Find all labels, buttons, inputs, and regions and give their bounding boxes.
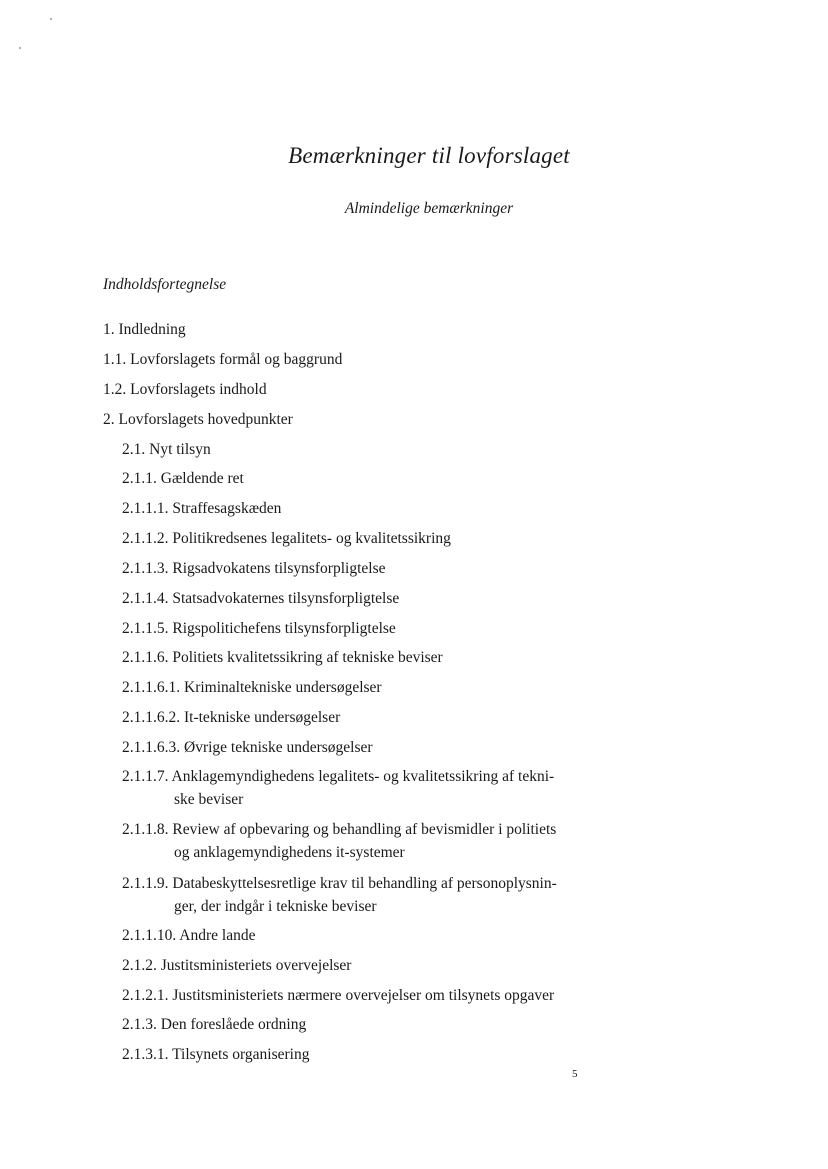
- toc-entry-number: 2.1.1.10.: [122, 927, 177, 944]
- page-number: 5: [572, 1068, 578, 1080]
- toc-entry-continuation: og anklagemyndighedens it-systemer: [174, 844, 405, 861]
- toc-entry-number: 1.1.: [103, 351, 127, 368]
- toc-entry: [122, 617, 396, 640]
- toc-entry-number: 2.1.1.6.2.: [122, 709, 181, 726]
- toc-entry-number: 2.1.1.4.: [122, 590, 169, 607]
- toc-entry-number: 2.1.1.8.: [122, 821, 169, 838]
- page-title: [0, 143, 828, 169]
- page-subtitle-text: Almindelige bemærkninger: [344, 200, 514, 217]
- toc-entry-title: Statsadvokaternes tilsynsforpligtelse: [172, 590, 400, 607]
- toc-entry-title: Lovforslagets formål og baggrund: [130, 351, 343, 368]
- toc-entry-continuation: ger, der indgår i tekniske beviser: [174, 898, 377, 915]
- toc-entry-number: 2.1.1.3.: [122, 560, 169, 577]
- toc-entry-title: Review af opbevaring og behandling af bevismidler i politiets: [172, 821, 557, 838]
- toc-heading: Indholdsfortegnelse: [103, 276, 227, 293]
- toc-entry-continuation: ske beviser: [174, 791, 244, 808]
- toc-entry-title: Politiets kvalitetssikring af tekniske beviser: [172, 649, 443, 666]
- toc-entry-title: Andre lande: [179, 927, 256, 944]
- toc-entry: [103, 378, 267, 401]
- toc-entry: [122, 646, 443, 669]
- toc-entry: [103, 408, 293, 431]
- toc-entry: [122, 557, 385, 580]
- toc-entry-number: 2.: [103, 411, 115, 428]
- toc-entry-number: 2.1.1.6.3.: [122, 739, 181, 756]
- scan-speck: [50, 18, 52, 20]
- toc-entry: [122, 765, 554, 811]
- toc-entry-number: 2.1.3.1.: [122, 1046, 169, 1063]
- toc-entry-title: Lovforslagets indhold: [130, 381, 267, 398]
- toc-entry-number: 2.1.1.6.: [122, 649, 169, 666]
- toc-entry-title: Anklagemyndighedens legalitets- og kvalitetssikring af tekni-: [171, 768, 555, 785]
- toc-entry-title: Øvrige tekniske undersøgelser: [184, 739, 373, 756]
- toc-entry-number: 2.1.2.: [122, 957, 157, 974]
- toc-entry-title: Justitsministeriets nærmere overvejelser om tilsynets opgaver: [172, 987, 555, 1004]
- toc-entry: [122, 497, 281, 520]
- toc-entry-title: Lovforslagets hovedpunkter: [118, 411, 293, 428]
- toc-entry-title: Indledning: [118, 321, 186, 338]
- toc-entry-number: 2.1.1.: [122, 470, 157, 487]
- toc-entry-number: 1.: [103, 321, 115, 338]
- toc-entry-number: 2.1.2.1.: [122, 987, 169, 1004]
- toc-entry: [122, 706, 340, 729]
- page-title-text: Bemærkninger til lovforslaget: [288, 143, 570, 168]
- toc-entry: [122, 1013, 306, 1036]
- toc-entry: [122, 924, 255, 947]
- toc-entry-number: 2.1.1.6.1.: [122, 679, 181, 696]
- toc-entry-number: 2.1.1.7.: [122, 768, 169, 785]
- toc-entry-number: 2.1.1.1.: [122, 500, 169, 517]
- toc-entry-title: Tilsynets organisering: [172, 1046, 310, 1063]
- toc-entry-title: Justitsministeriets overvejelser: [160, 957, 352, 974]
- toc-entry-title: It-tekniske undersøgelser: [184, 709, 341, 726]
- toc-entry: [103, 348, 342, 371]
- toc-entry-title: Nyt tilsyn: [149, 441, 211, 458]
- toc-entry-title: Politikredsenes legalitets- og kvalitetssikring: [172, 530, 451, 547]
- toc-entry-title: Gældende ret: [160, 470, 244, 487]
- toc-entry: [122, 1043, 309, 1066]
- toc-entry-title: Rigspolitichefens tilsynsforpligtelse: [172, 620, 396, 637]
- toc-entry: [122, 438, 211, 461]
- page-subtitle: [0, 200, 828, 218]
- toc-entry: [122, 587, 399, 610]
- toc-entry: [103, 318, 186, 341]
- toc-entry: [122, 818, 556, 864]
- toc-entry: [122, 954, 351, 977]
- toc-entry: [122, 872, 557, 918]
- toc-entry-number: 2.1.1.5.: [122, 620, 169, 637]
- toc-entry-title: Straffesagskæden: [172, 500, 282, 517]
- scan-speck: [19, 47, 21, 49]
- toc-entry-title: Databeskyttelsesretlige krav til behandling af personoplysnin-: [172, 875, 557, 892]
- toc-entry: [122, 984, 554, 1007]
- toc-entry-title: Kriminaltekniske undersøgelser: [184, 679, 382, 696]
- toc-entry-number: 2.1.1.2.: [122, 530, 169, 547]
- toc-entry-number: 1.2.: [103, 381, 127, 398]
- toc-entry-number: 2.1.3.: [122, 1016, 157, 1033]
- toc-entry-title: Rigsadvokatens tilsynsforpligtelse: [172, 560, 386, 577]
- toc-entry-number: 2.1.1.9.: [122, 875, 169, 892]
- toc-entry-title: Den foreslåede ordning: [160, 1016, 307, 1033]
- toc-entry: [122, 676, 382, 699]
- toc-entry: [122, 527, 451, 550]
- toc-entry: [122, 736, 373, 759]
- toc-entry: [122, 467, 244, 490]
- toc-entry-number: 2.1.: [122, 441, 146, 458]
